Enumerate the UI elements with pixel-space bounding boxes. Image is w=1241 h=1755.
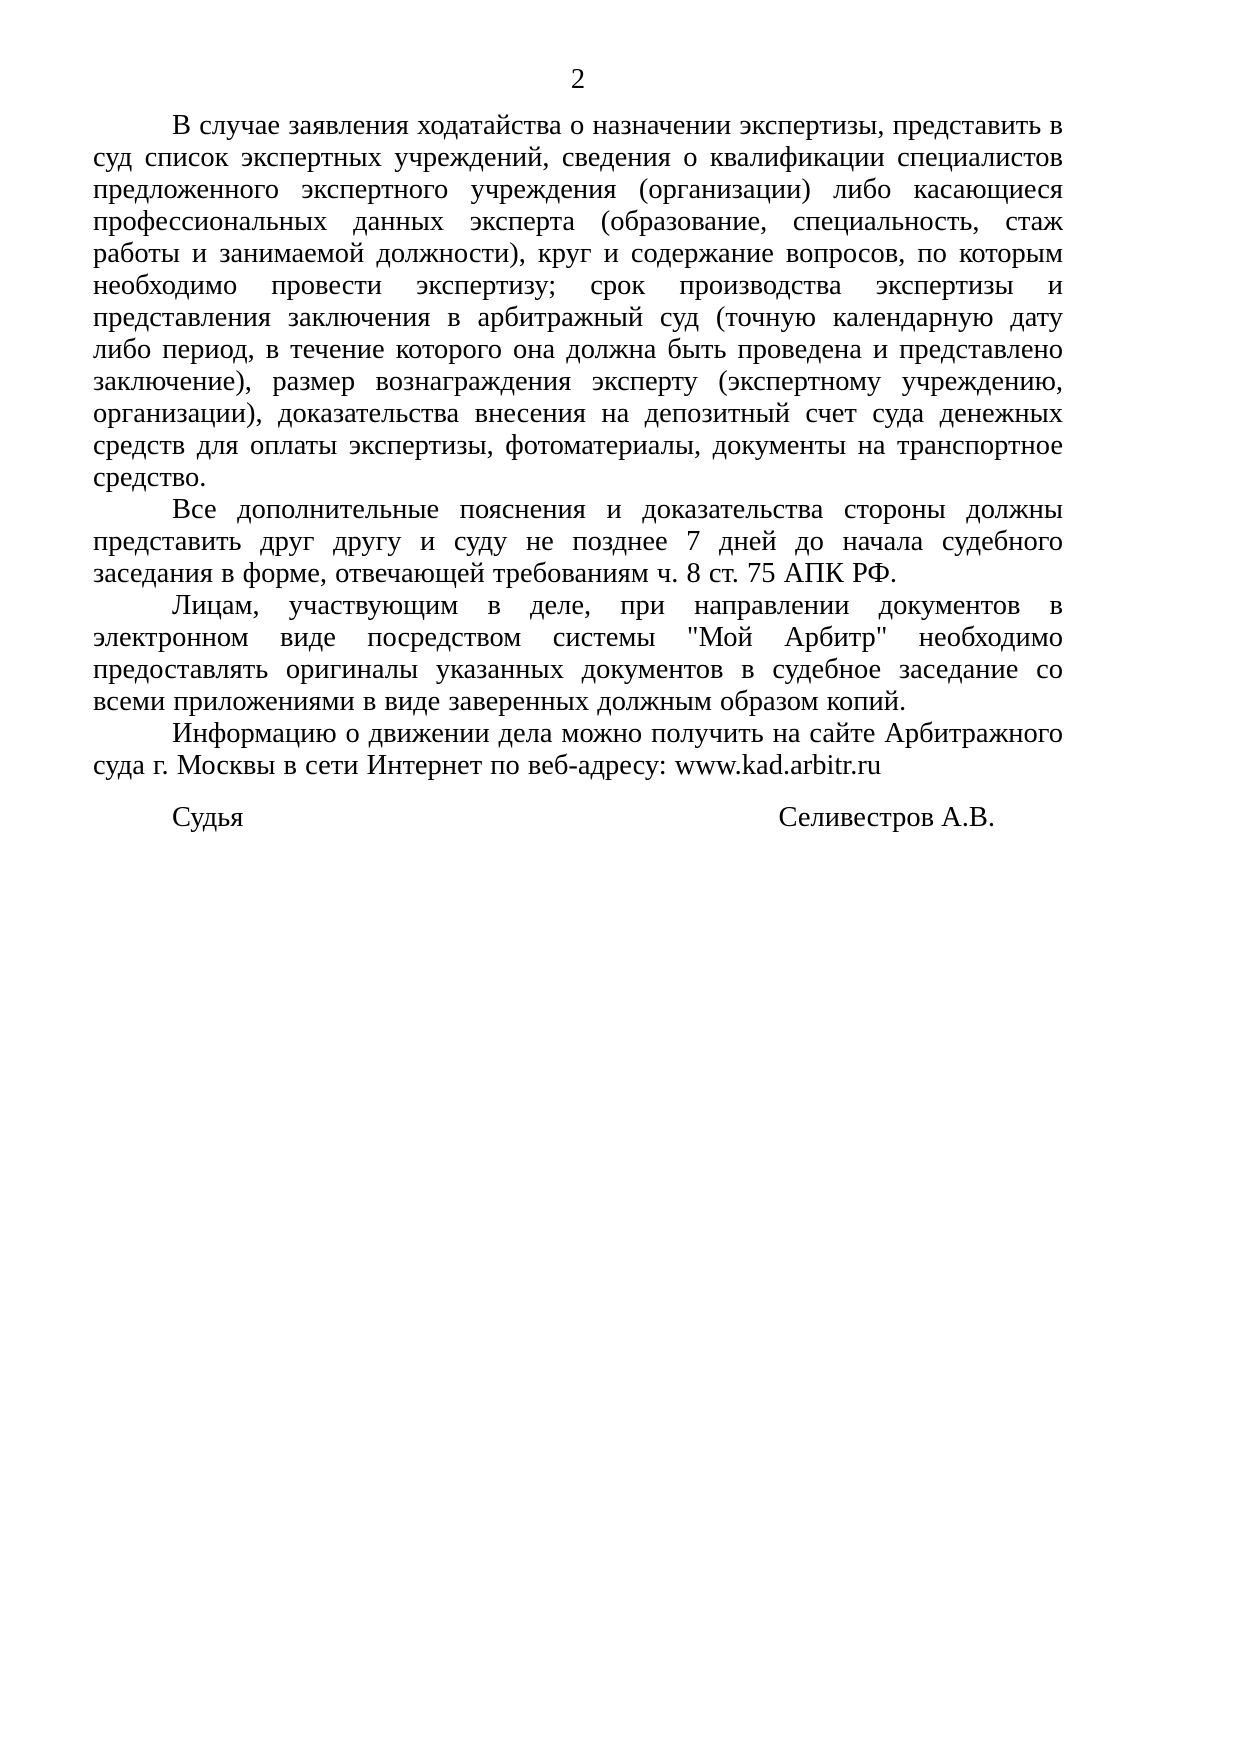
signature-row [93,802,1063,834]
page-number: 2 [570,64,586,95]
signature-role: Судья [172,802,244,833]
signature-name: Селивестров А.В. [778,802,995,833]
document-body [93,110,1063,782]
text-column [93,0,1063,834]
body-paragraph: Информацию о движении дела можно получить на сайте Арбитражного суда г. Москвы в сети Интернет по веб-адресу: www.kad.arbitr.ru [93,718,1063,781]
body-paragraph: Лицам, участвующим в деле, при направлении документов в электронном виде посредством системы "Мой Арбитр" необходимо предоставлять оригиналы указанных документов в судебное заседание со всеми приложениями в виде заверенных должным образом копий. [93,590,1063,717]
body-paragraph: Все дополнительные пояснения и доказательства стороны должны представить друг другу и суду не позднее 7 дней до начала судебного заседания в форме, отвечающей требованиям ч. 8 ст. 75 АПК РФ. [93,494,1063,589]
body-paragraph: В случае заявления ходатайства о назначении экспертизы, представить в суд список экспертных учреждений, сведения о квалификации специалистов предложенного экспертного учреждения (организации) либо касающиеся профессиональных данных эксперта (образование, специальность, стаж работы и занимаемой должности), круг и содержание вопросов, по которым необходимо провести экспертизу; срок производства экспертизы и представления заключения в арбитражный суд (точную календарную дату либо период, в течение которого она должна быть проведена и представлено заключение), размер вознаграждения эксперту (экспертному учреждению, организации), доказательства внесения на депозитный счет суда денежных средств для оплаты экспертизы, фотоматериалы, документы на транспортное средство. [93,110,1063,493]
